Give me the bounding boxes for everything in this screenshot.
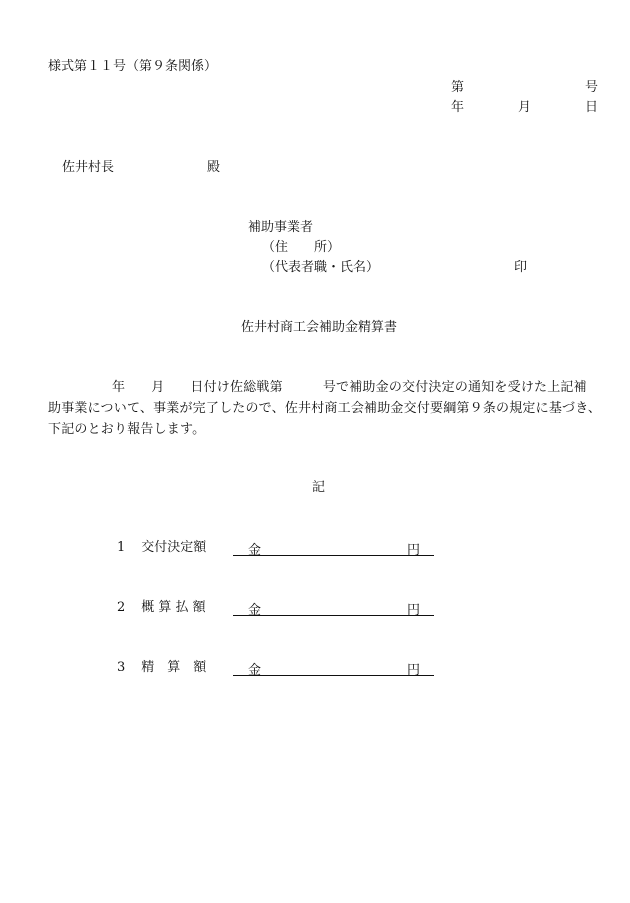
form-reference: 様式第１１号（第９条関係） (48, 59, 218, 74)
amount-unit: 円 (406, 663, 420, 678)
applicant-address-label: （住 所） (262, 240, 341, 255)
applicant-rep-label: （代表者職・氏名） (262, 260, 380, 275)
amount-field-3 (233, 659, 434, 676)
amount-field-2 (233, 599, 434, 616)
date-day: 日 (585, 100, 599, 115)
item-label: 概 算 払 額 (141, 600, 206, 615)
item-row-3 (117, 660, 206, 676)
doc-number-suffix: 号 (585, 80, 599, 95)
applicant-title: 補助事業者 (248, 220, 314, 235)
addressee-honorific: 殿 (207, 160, 221, 175)
body-line-3: 下記のとおり報告します。 (48, 422, 206, 437)
body-year: 年 (112, 380, 126, 395)
body-line-1 (48, 377, 608, 398)
item-label: 精 算 額 (141, 660, 207, 675)
ki-label: 記 (312, 480, 326, 495)
amount-prefix: 金 (248, 603, 262, 618)
date-month: 月 (518, 100, 532, 115)
date-year: 年 (451, 100, 465, 115)
item-row-2 (117, 600, 206, 616)
amount-unit: 円 (406, 603, 420, 618)
item-number: 2 (117, 600, 126, 615)
body-date-ref: 日付け佐総戦第 (190, 380, 283, 395)
body-line1-rest: 号で補助金の交付決定の通知を受けた上記補 (322, 380, 587, 395)
body-line-2: 助事業について、事業が完了したので、佐井村商工会補助金交付要綱第９条の規定に基づき、 (48, 401, 602, 416)
seal-mark: 印 (514, 260, 528, 275)
body-month: 月 (151, 380, 165, 395)
document-title: 佐井村商工会補助金精算書 (241, 320, 398, 335)
doc-number-prefix: 第 (451, 80, 465, 95)
item-number: 1 (117, 540, 126, 555)
amount-field-1 (233, 539, 434, 556)
amount-prefix: 金 (248, 543, 262, 558)
addressee-name: 佐井村長 (62, 160, 115, 175)
item-row-1 (117, 540, 206, 556)
item-label: 交付決定額 (141, 540, 207, 555)
amount-prefix: 金 (248, 663, 262, 678)
body-paragraph (48, 377, 608, 440)
amount-unit: 円 (406, 543, 420, 558)
item-number: 3 (117, 660, 126, 675)
